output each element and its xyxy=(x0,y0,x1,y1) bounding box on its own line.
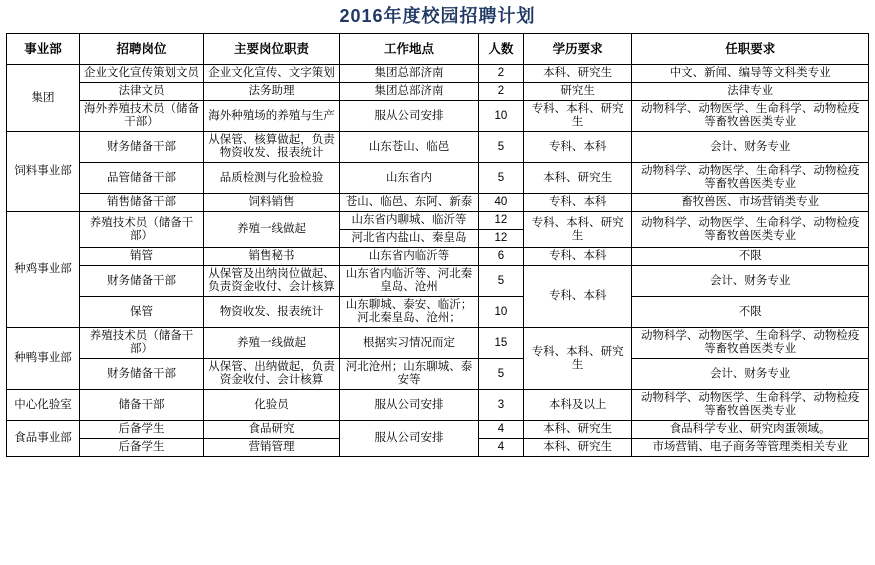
cell-headcount: 12 xyxy=(479,212,524,230)
table-row xyxy=(7,359,869,390)
table-row xyxy=(7,328,869,359)
cell-location: 集团总部济南 xyxy=(340,83,479,101)
cell-position: 海外养殖技术员（储备干部） xyxy=(80,101,204,132)
cell-location: 根据实习情况而定 xyxy=(340,328,479,359)
cell-position: 财务储备干部 xyxy=(80,359,204,390)
cell-department: 饲料事业部 xyxy=(7,132,80,212)
cell-headcount: 5 xyxy=(479,266,524,297)
cell-position: 销售储备干部 xyxy=(80,194,204,212)
cell-headcount: 5 xyxy=(479,359,524,390)
cell-department: 种鸭事业部 xyxy=(7,328,80,390)
cell-duties: 销售秘书 xyxy=(203,248,339,266)
cell-position: 储备干部 xyxy=(80,390,204,421)
cell-duties: 饲料销售 xyxy=(203,194,339,212)
cell-duties: 从保管、出纳做起，负责资金收付、会计核算 xyxy=(203,359,339,390)
page-title: 2016年度校园招聘计划 xyxy=(339,6,536,26)
cell-headcount: 15 xyxy=(479,328,524,359)
cell-position: 法律文员 xyxy=(80,83,204,101)
cell-location: 苍山、临邑、东阿、新泰 xyxy=(340,194,479,212)
cell-position: 财务储备干部 xyxy=(80,132,204,163)
column-header-location: 工作地点 xyxy=(340,34,479,65)
cell-department: 集团 xyxy=(7,65,80,132)
table-row xyxy=(7,212,869,230)
table-row xyxy=(7,132,869,163)
cell-position: 河北省内盐山、秦皇岛 xyxy=(340,230,479,248)
table-row xyxy=(7,421,869,439)
cell-position: 后备学生 xyxy=(80,439,204,457)
cell-headcount: 4 xyxy=(479,421,524,439)
cell-location: 山东省内临沂等 xyxy=(340,248,479,266)
table-row xyxy=(7,101,869,132)
cell-requirements: 会计、财务专业 xyxy=(632,266,869,297)
table-header-row xyxy=(7,34,869,65)
cell-requirements: 中文、新闻、编导等文科类专业 xyxy=(632,65,869,83)
cell-requirements: 动物科学、动物医学、生命科学、动物检疫等畜牧兽医类专业 xyxy=(632,212,869,248)
cell-headcount: 10 xyxy=(479,297,524,328)
cell-requirements: 法律专业 xyxy=(632,83,869,101)
cell-duties: 12 xyxy=(479,230,524,248)
column-header-position: 招聘岗位 xyxy=(80,34,204,65)
cell-requirements: 动物科学、动物医学、生命科学、动物检疫等畜牧兽医类专业 xyxy=(632,163,869,194)
cell-headcount: 3 xyxy=(479,390,524,421)
column-header-duties: 主要岗位职责 xyxy=(203,34,339,65)
table-row xyxy=(7,65,869,83)
cell-position: 保管 xyxy=(80,297,204,328)
column-header-department: 事业部 xyxy=(7,34,80,65)
cell-duties: 营销管理 xyxy=(203,439,339,457)
cell-education: 不限 xyxy=(632,297,869,328)
cell-department: 食品事业部 xyxy=(7,421,80,457)
cell-requirements: 动物科学、动物医学、生命科学、动物检疫等畜牧兽医类专业 xyxy=(632,101,869,132)
cell-position: 销管 xyxy=(80,248,204,266)
cell-headcount: 40 xyxy=(479,194,524,212)
cell-education: 专科、本科 xyxy=(523,194,632,212)
cell-location: 服从公司安排 xyxy=(340,390,479,421)
cell-headcount: 10 xyxy=(479,101,524,132)
cell-headcount: 2 xyxy=(479,65,524,83)
cell-duties: 海外种殖场的养殖与生产 xyxy=(203,101,339,132)
cell-education: 本科、研究生 xyxy=(523,163,632,194)
cell-duties: 从保管、核算做起，负责物资收发、报表统计 xyxy=(203,132,339,163)
cell-duties: 化验员 xyxy=(203,390,339,421)
cell-position: 养殖技术员（储备干部） xyxy=(80,212,204,248)
cell-location: 服从公司安排 xyxy=(340,101,479,132)
cell-duties: 品质检测与化验检验 xyxy=(203,163,339,194)
column-header-education: 学历要求 xyxy=(523,34,632,65)
column-header-requirements: 任职要求 xyxy=(632,34,869,65)
cell-position: 企业文化宣传策划文员 xyxy=(80,65,204,83)
cell-location: 服从公司安排 xyxy=(340,421,479,457)
cell-education: 本科、研究生 xyxy=(523,65,632,83)
cell-education: 专科、本科、研究生 xyxy=(523,212,632,248)
cell-education: 专科、本科、研究生 xyxy=(523,328,632,390)
cell-headcount: 5 xyxy=(479,163,524,194)
cell-education: 专科、本科 xyxy=(523,132,632,163)
cell-location: 河北沧州；山东聊城、泰安等 xyxy=(340,359,479,390)
cell-position: 养殖技术员（储备干部） xyxy=(80,328,204,359)
cell-education: 专科、本科 xyxy=(523,248,632,266)
cell-education: 专科、本科、研究生 xyxy=(523,101,632,132)
cell-headcount: 5 xyxy=(479,132,524,163)
table-row xyxy=(7,297,869,328)
cell-location: 山东苍山、临邑 xyxy=(340,132,479,163)
cell-location: 山东省内临沂等、河北秦皇岛、沧州 xyxy=(340,266,479,297)
cell-department: 种鸡事业部 xyxy=(7,212,80,328)
cell-education: 本科、研究生 xyxy=(523,421,632,439)
cell-duties: 企业文化宣传、文字策划 xyxy=(203,65,339,83)
table-row xyxy=(7,390,869,421)
cell-education: 本科及以上 xyxy=(523,390,632,421)
cell-location: 山东聊城、泰安、临沂；河北秦皇岛、沧州； xyxy=(340,297,479,328)
column-header-headcount: 人数 xyxy=(479,34,524,65)
cell-requirements: 畜牧兽医、市场营销类专业 xyxy=(632,194,869,212)
cell-requirements: 食品科学专业、研究肉蛋领域。 xyxy=(632,421,869,439)
table-row xyxy=(7,266,869,297)
table-body xyxy=(7,65,869,457)
cell-education: 市场营销、电子商务等管理类相关专业 xyxy=(632,439,869,457)
cell-requirements: 不限 xyxy=(632,248,869,266)
cell-duties: 物资收发、报表统计 xyxy=(203,297,339,328)
cell-requirements: 会计、财务专业 xyxy=(632,132,869,163)
cell-position: 财务储备干部 xyxy=(80,266,204,297)
recruitment-plan-table xyxy=(6,33,869,457)
cell-duties: 养殖一线做起 xyxy=(203,328,339,359)
cell-location: 山东省内聊城、临沂等 xyxy=(340,212,479,230)
cell-headcount: 2 xyxy=(479,83,524,101)
cell-location: 集团总部济南 xyxy=(340,65,479,83)
table-row xyxy=(7,163,869,194)
cell-education: 专科、本科 xyxy=(523,266,632,328)
cell-headcount: 6 xyxy=(479,248,524,266)
cell-education: 研究生 xyxy=(523,83,632,101)
cell-education: 会计、财务专业 xyxy=(632,359,869,390)
cell-department: 中心化验室 xyxy=(7,390,80,421)
cell-location: 山东省内 xyxy=(340,163,479,194)
table-row xyxy=(7,248,869,266)
cell-duties: 法务助理 xyxy=(203,83,339,101)
cell-requirements: 动物科学、动物医学、生命科学、动物检疫等畜牧兽医类专业 xyxy=(632,390,869,421)
table-row xyxy=(7,83,869,101)
cell-position: 品管储备干部 xyxy=(80,163,204,194)
table-row xyxy=(7,194,869,212)
cell-duties: 养殖一线做起 xyxy=(203,212,339,248)
cell-duties: 食品研究 xyxy=(203,421,339,439)
cell-location: 4 xyxy=(479,439,524,457)
cell-requirements: 动物科学、动物医学、生命科学、动物检疫等畜牧兽医类专业 xyxy=(632,328,869,359)
cell-headcount: 本科、研究生 xyxy=(523,439,632,457)
cell-duties: 从保管及出纳岗位做起、负责资金收付、会计核算 xyxy=(203,266,339,297)
cell-position: 后备学生 xyxy=(80,421,204,439)
